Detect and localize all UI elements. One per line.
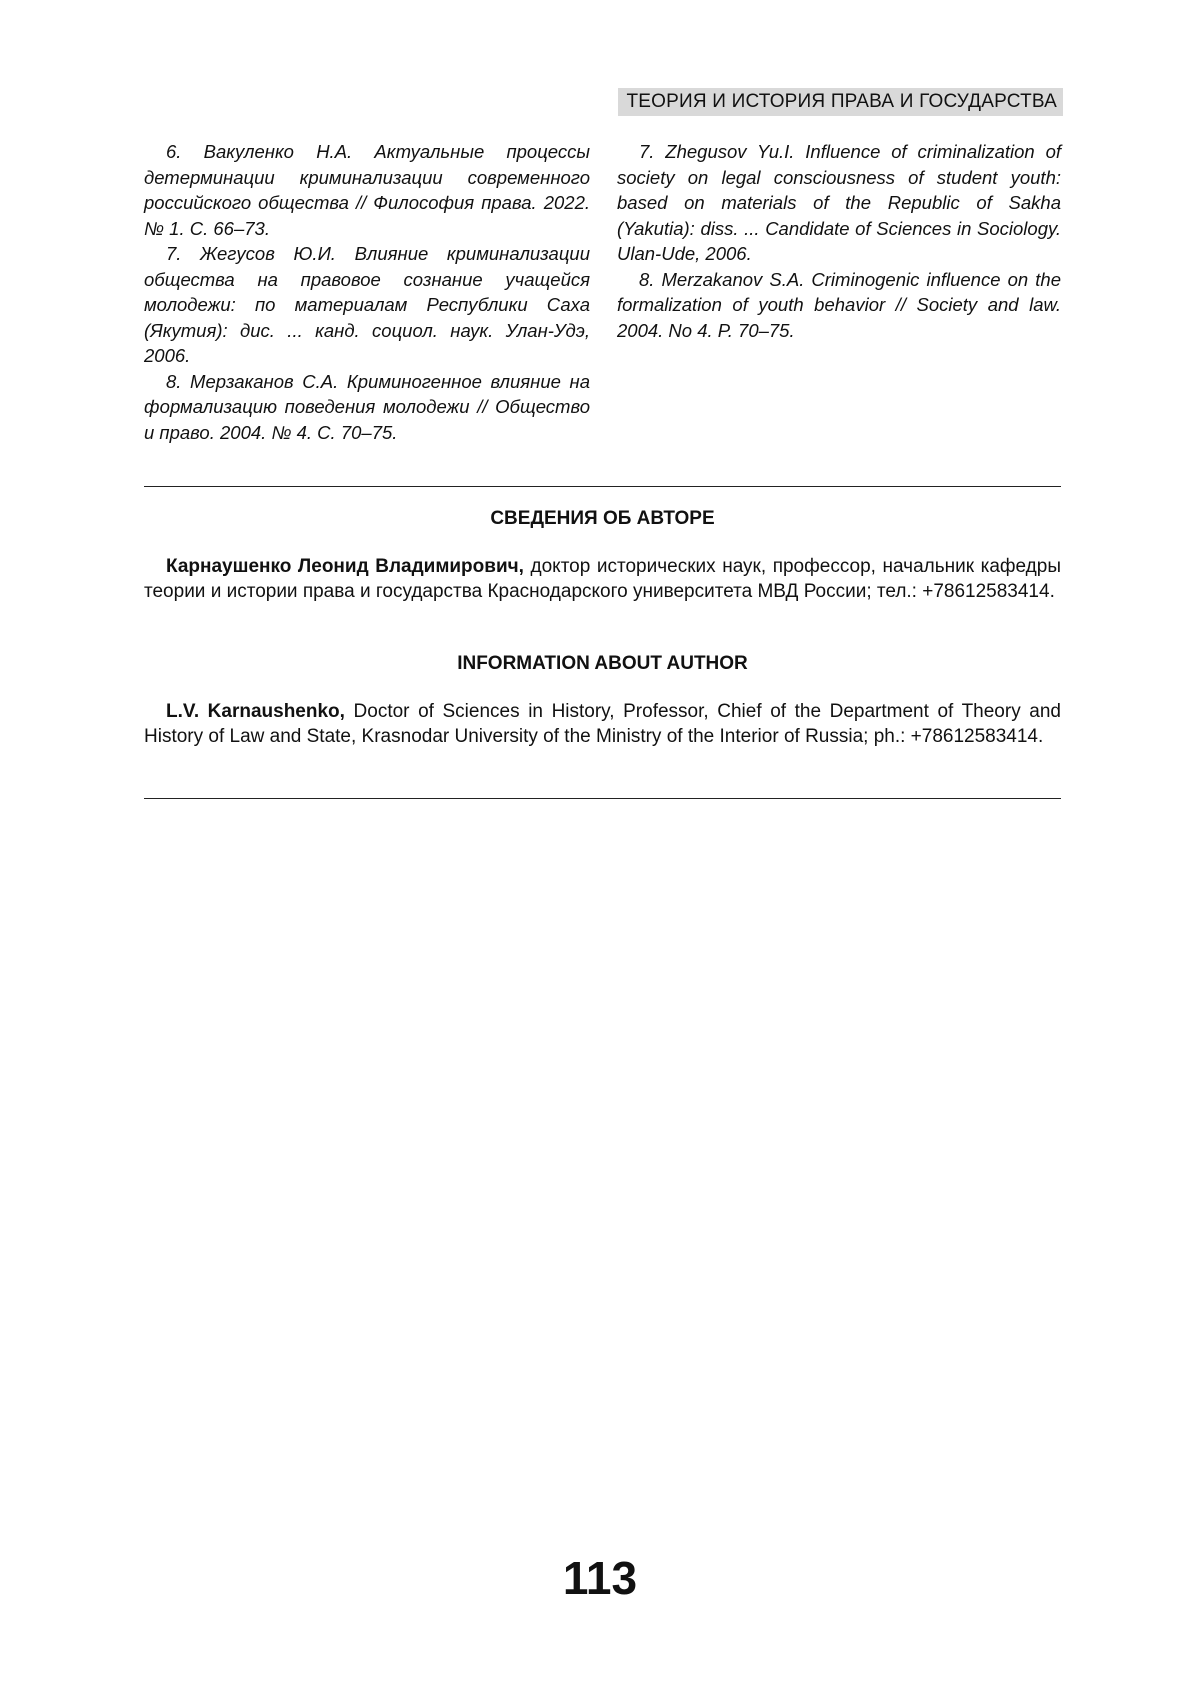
section-divider	[144, 798, 1061, 799]
author-name-ru: Карнаушенко Леонид Владимирович,	[166, 556, 524, 577]
author-info-heading-en: INFORMATION ABOUT AUTHOR	[457, 653, 748, 674]
reference-item: 7. Жегусов Ю.И. Влияние криминализации общества на правовое сознание учащейся молодежи: по материалам Республики Саха (Якутия): дис. ... канд. социол. наук. Улан-Удэ, 2006.	[144, 243, 590, 366]
author-info-en	[144, 700, 1061, 749]
reference-item: 6. Вакуленко Н.А. Актуальные процессы детерминации криминализации современного российского общества // Философия права. 2022. № 1. С. 66–73.	[144, 141, 590, 239]
references-en-column	[617, 139, 1061, 343]
author-info-heading-ru: СВЕДЕНИЯ ОБ АВТОРЕ	[490, 508, 715, 529]
author-name-en: L.V. Karnaushenko,	[166, 701, 345, 722]
author-details-ru: доктор исторических наук, профессор, начальник кафедры теории и истории права и государства Краснодарского университета МВД России; тел.: +78612583414.	[144, 556, 1061, 602]
reference-item: 8. Мерзаканов С.А. Криминогенное влияние на формализацию поведения молодежи // Общество и право. 2004. № 4. С. 70–75.	[144, 370, 590, 443]
author-info-ru	[144, 555, 1061, 604]
author-details-en: Doctor of Sciences in History, Professor, Chief of the Department of Theory and History of Law and State, Krasnodar University of the Ministry of the Interior of Russia; ph.: +78612583414.	[144, 701, 1061, 747]
page-number: 113	[562, 1552, 638, 1604]
reference-item: 8. Merzakanov S.A. Criminogenic influence on the formalization of youth behavior // Society and law. 2004. No 4. P. 70–75.	[617, 268, 1061, 341]
running-header: ТЕОРИЯ И ИСТОРИЯ ПРАВА И ГОСУДАРСТВА	[618, 88, 1063, 116]
section-divider	[144, 486, 1061, 487]
references-ru-column	[144, 139, 590, 445]
reference-item: 7. Zhegusov Yu.I. Influence of criminalization of society on legal consciousness of student youth: based on materials of the Republic of Sakha (Yakutia): diss. ... Candidate of Sciences in Sociology. Ulan-Ude, 2006.	[617, 141, 1061, 264]
